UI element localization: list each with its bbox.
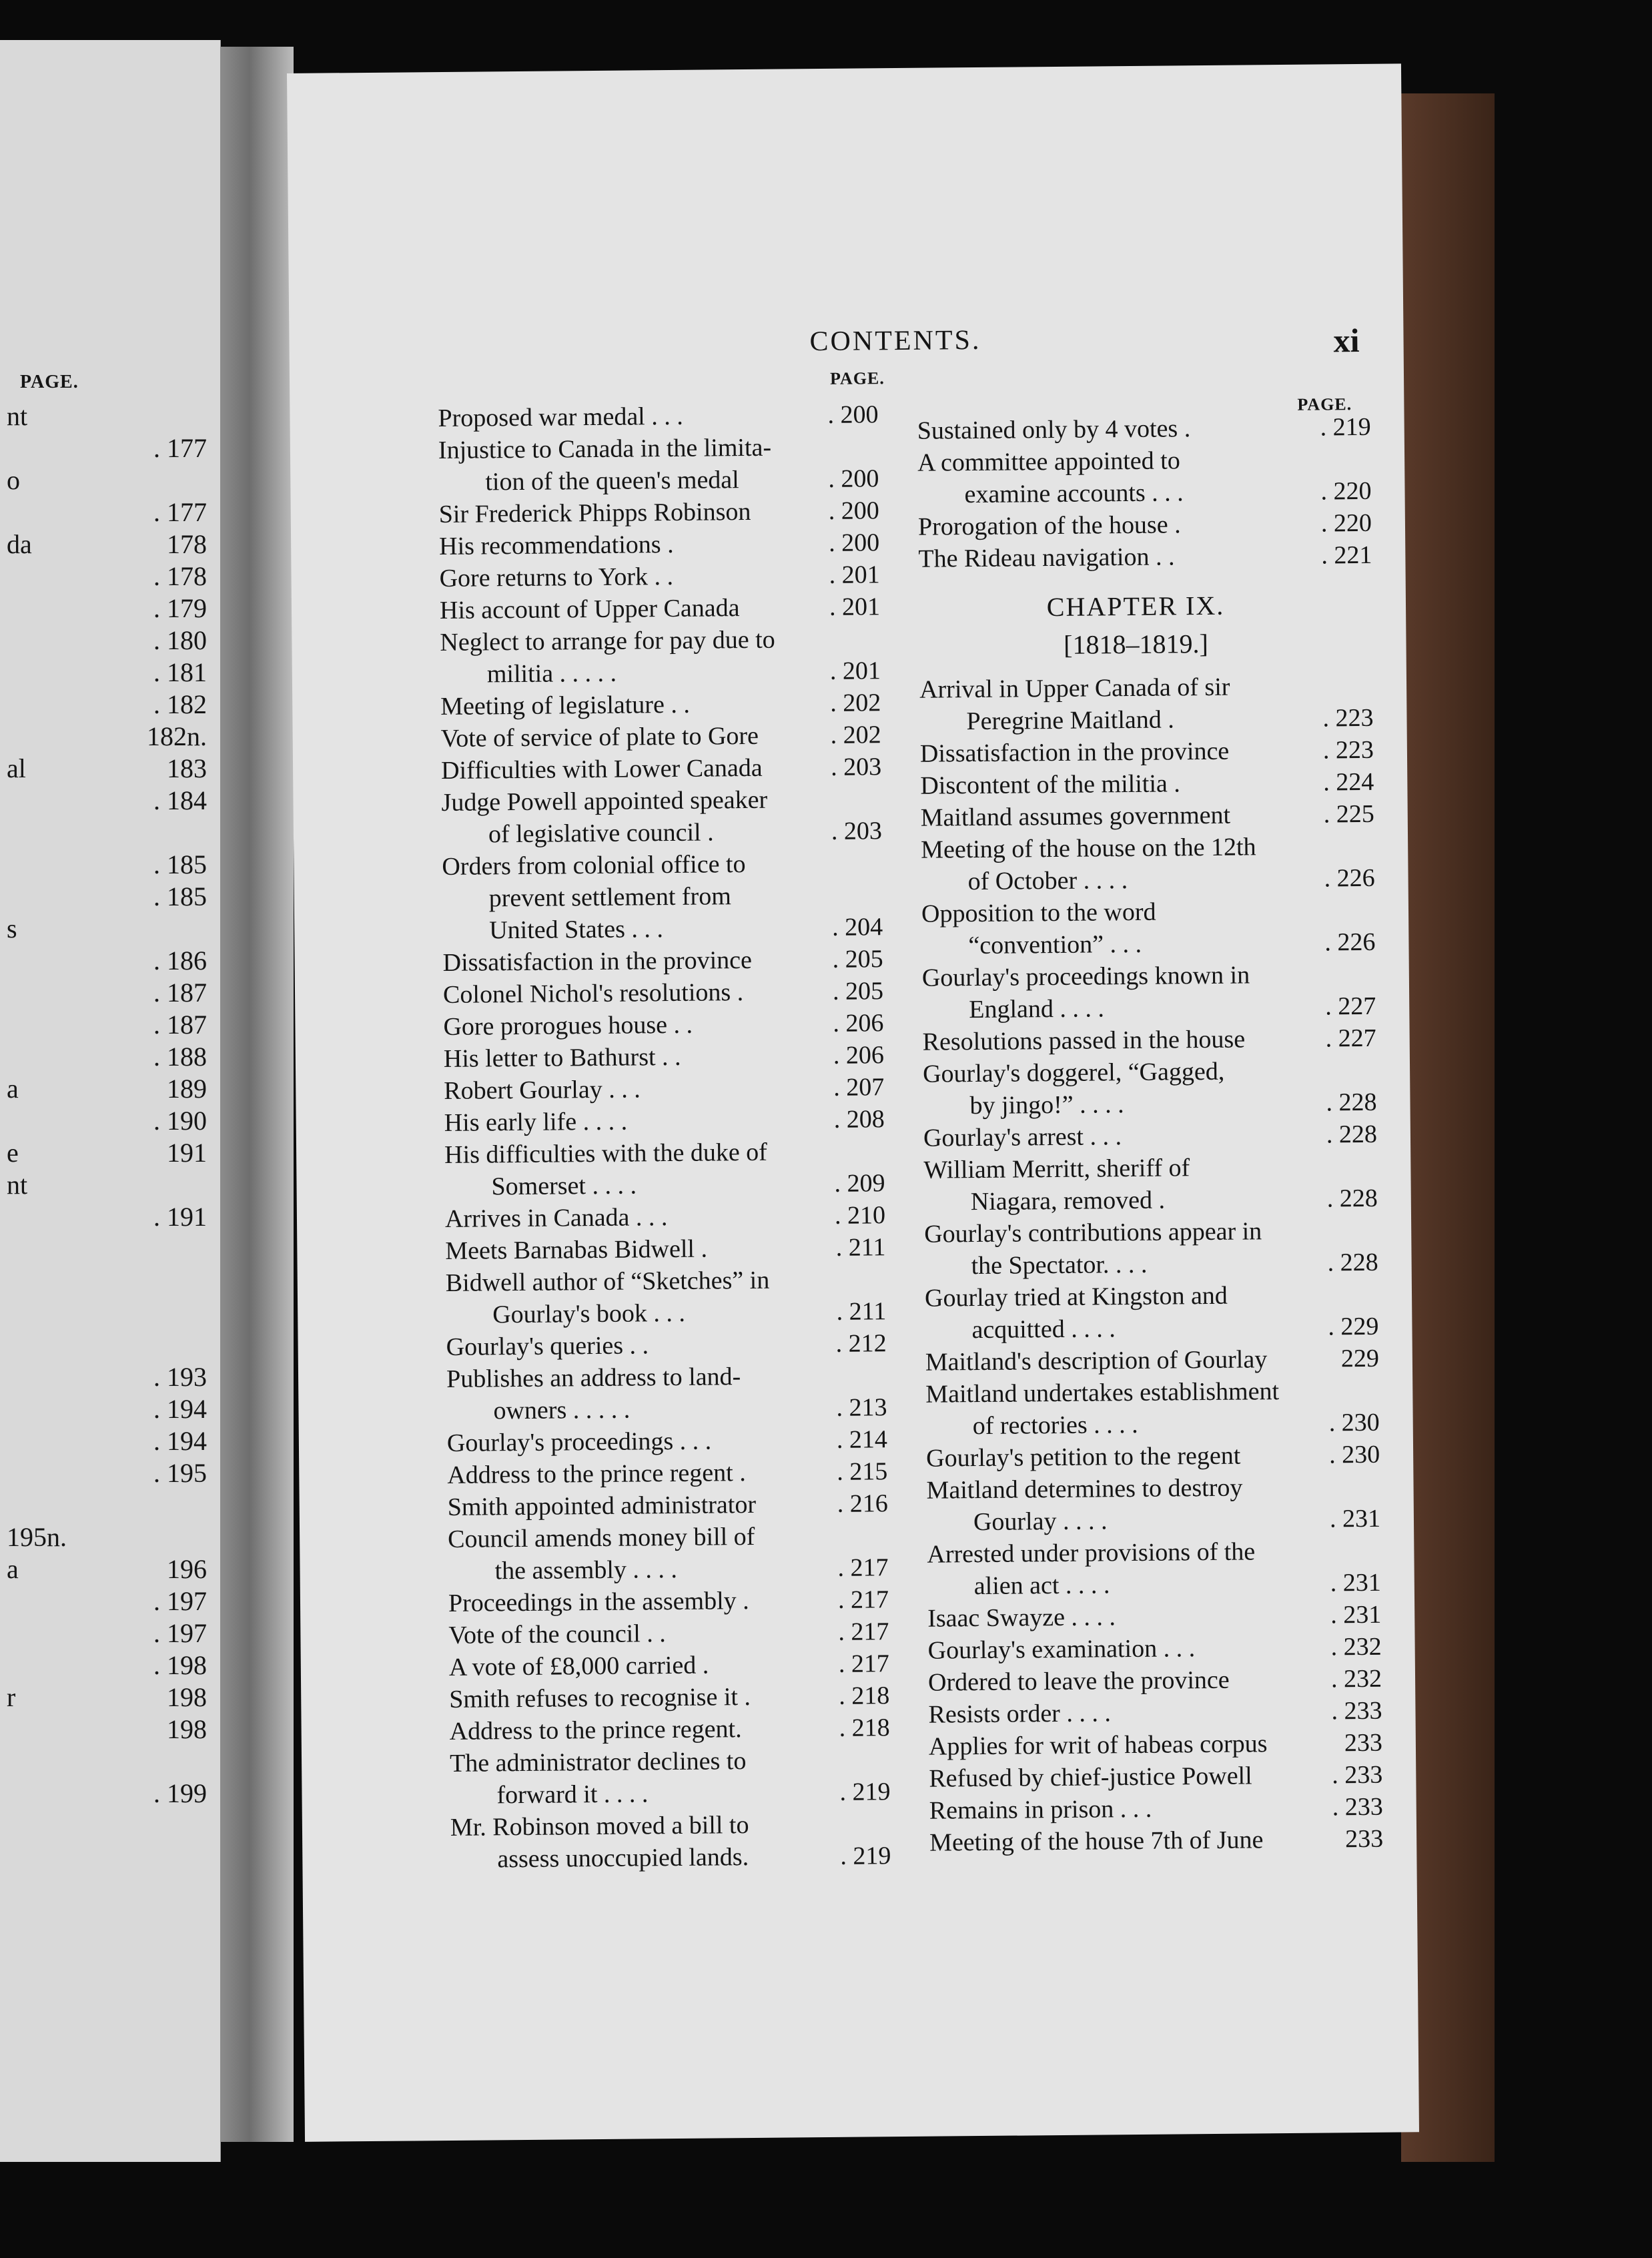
fragment-text: da (7, 529, 32, 559)
entry-title-line: Sustained only by 4 votes . (917, 414, 1191, 445)
entry-title-line: A vote of £8,000 carried . (448, 1651, 709, 1681)
contents-entry (438, 430, 879, 498)
entry-page-number: . 228 (1326, 1184, 1378, 1213)
chapter-title: CHAPTER IX. (1046, 590, 1225, 623)
entry-page-number: . 203 (831, 817, 883, 845)
entry-title-line: Discontent of the militia . (920, 769, 1180, 800)
contents-entry (444, 1135, 885, 1203)
entry-page-number: . 204 (832, 913, 883, 942)
contents-entry (445, 1231, 885, 1267)
entry-title-line: Ordered to leave the province (927, 1665, 1230, 1697)
entry-page-number: . 218 (839, 1681, 890, 1710)
entry-title-line: William Merritt, sheriff of (923, 1154, 1190, 1184)
contents-entry (439, 526, 879, 562)
contents-entry (927, 1599, 1381, 1635)
contents-entry (929, 1823, 1383, 1859)
contents-entry (921, 830, 1375, 898)
fragment-text: nt (7, 401, 28, 431)
contents-entry (448, 1487, 888, 1523)
fragment-page-number: . 199 (153, 1778, 207, 1808)
entry-title-line: by jingo!” . . . . (969, 1090, 1124, 1120)
entry-page-number: . 223 (1322, 735, 1374, 765)
contents-entry (929, 1791, 1383, 1827)
entry-page-number: . 227 (1325, 1024, 1376, 1053)
fragment-text: s (7, 913, 17, 944)
entry-page-number: . 231 (1330, 1600, 1382, 1629)
entry-page-number: . 211 (836, 1297, 887, 1326)
entry-title-line: assess unoccupied lands. (497, 1843, 749, 1874)
entry-page-number: . 226 (1324, 927, 1376, 957)
entry-title-line: His account of Upper Canada (439, 594, 740, 625)
entry-page-number: . 221 (1321, 540, 1372, 570)
entry-page-number: . 201 (829, 560, 880, 589)
entry-title-line: Meeting of legislature . . (440, 690, 691, 721)
contents-entry (442, 847, 883, 947)
entry-page-number: . 228 (1327, 1248, 1378, 1277)
fragment-page-number: . 184 (153, 785, 207, 815)
fragment-page-number: 189 (167, 1074, 207, 1104)
entry-title-line: prevent settlement from (488, 882, 731, 913)
contents-entry (440, 687, 881, 723)
entry-title-line: Injustice to Canada in the limita- (438, 433, 772, 465)
entry-title-line: Maitland's description of Gourlay (925, 1345, 1268, 1377)
entry-title-line: Arrested under provisions of the (927, 1537, 1256, 1569)
entry-title-line: England . . . . (969, 994, 1105, 1024)
entry-title-line: Gourlay's proceedings . . . (446, 1427, 712, 1457)
entry-title-line: Address to the prince regent. (449, 1715, 742, 1746)
fragment-text: nt (7, 1170, 28, 1200)
contents-entry (446, 1263, 887, 1331)
entry-title-line: Judge Powell appointed speaker (441, 785, 768, 817)
contents-entry (448, 1615, 889, 1651)
entry-page-number: . 217 (838, 1649, 890, 1678)
contents-entry (926, 1439, 1380, 1475)
entry-title-line: The Rideau navigation . . (918, 542, 1175, 573)
fragment-page-number: . 194 (153, 1394, 207, 1424)
contents-entry (442, 943, 883, 979)
entry-title-line: Gourlay's queries . . (446, 1331, 649, 1361)
entry-title-line: Applies for writ of habeas corpus (928, 1730, 1268, 1761)
contents-entry (449, 1679, 889, 1716)
entry-page-number: . 229 (1328, 1312, 1379, 1341)
contents-entry (927, 1535, 1381, 1603)
entry-page-number: 229 (1340, 1344, 1380, 1373)
entry-page-number: . 217 (837, 1585, 889, 1614)
contents-entry (917, 411, 1371, 447)
entry-page-number: . 212 (835, 1329, 887, 1358)
contents-entry (449, 1712, 889, 1748)
entry-title-line: Peregrine Maitland . (966, 705, 1174, 736)
entry-page-number: . 203 (830, 753, 882, 781)
entry-title-line: Meeting of the house 7th of June (929, 1826, 1264, 1857)
contents-entry (441, 783, 882, 851)
fragment-page-number: . 178 (153, 561, 207, 591)
entry-title-line: Remains in prison . . . (929, 1794, 1152, 1825)
fragment-page-number: . 187 (153, 978, 207, 1008)
entry-title-line: Neglect to arrange for pay due to (440, 625, 775, 657)
fragment-page-number: . 182 (153, 689, 207, 719)
fragment-text: al (7, 753, 26, 783)
fragment-page-number: 182n. (147, 721, 207, 751)
fragment-page-number: . 188 (153, 1042, 207, 1072)
entry-title-line: Vote of the council . . (448, 1619, 667, 1649)
entry-page-number: . 216 (837, 1489, 888, 1518)
right-column-bottom-entries (919, 670, 1383, 1859)
entry-page-number: . 232 (1330, 1664, 1382, 1694)
entry-page-number: . 209 (834, 1169, 885, 1198)
entry-title-line: Meets Barnabas Bidwell . (445, 1234, 708, 1265)
entry-page-number: . 231 (1329, 1504, 1381, 1533)
fragment-page-number: . 193 (153, 1362, 207, 1392)
right-column-top-entries (917, 411, 1372, 575)
chapter-years: [1818–1819.] (1063, 628, 1209, 660)
contents-entry (921, 894, 1376, 962)
entry-page-number: . 217 (837, 1553, 889, 1582)
contents-entry (918, 507, 1372, 543)
right-column-page-header: PAGE. (1297, 394, 1352, 414)
entry-page-number: . 218 (839, 1714, 890, 1742)
entry-title-line: His early life . . . . (444, 1107, 628, 1138)
entry-page-number: . 200 (828, 464, 879, 493)
contents-left-column (438, 398, 891, 1876)
contents-entry (450, 1744, 891, 1812)
fragment-text: a (7, 1554, 19, 1584)
contents-entry (926, 1471, 1380, 1539)
entry-page-number: . 200 (827, 400, 879, 429)
entry-title-line: Arrival in Upper Canada of sir (919, 673, 1230, 704)
fragment-page-number: . 186 (153, 946, 207, 976)
contents-entry (447, 1423, 887, 1459)
entry-title-line: Vote of service of plate to Gore (440, 721, 759, 753)
entry-page-number: . 220 (1320, 476, 1372, 506)
entry-title-line: Prorogation of the house . (917, 510, 1181, 541)
entry-page-number: . 201 (829, 657, 881, 685)
entry-page-number: . 227 (1325, 992, 1376, 1021)
contents-entry (444, 1071, 884, 1107)
contents-entry (448, 1583, 889, 1619)
entry-page-number: . 208 (833, 1105, 885, 1134)
fragment-text: o (7, 465, 20, 495)
contents-entry (444, 1039, 884, 1075)
entry-title-line: Proposed war medal . . . (438, 402, 683, 433)
entry-title-line: Council amends money bill of (447, 1522, 755, 1553)
entry-page-number: . 205 (832, 945, 883, 974)
fragment-page-number: 178 (167, 529, 207, 559)
entry-page-number: . 207 (833, 1073, 885, 1102)
entry-title-line: of October . . . . (967, 866, 1128, 896)
entry-page-number: . 230 (1328, 1408, 1380, 1437)
contents-entry (923, 1150, 1378, 1218)
entry-title-line: acquitted . . . . (971, 1314, 1116, 1345)
contents-entry (439, 558, 879, 595)
fragment-page-number: . 191 (153, 1202, 207, 1232)
entry-title-line: The administrator declines to (449, 1747, 747, 1778)
contents-entry (924, 1214, 1378, 1282)
entry-title-line: “convention” . . . (968, 929, 1142, 960)
fragment-page-number: 183 (167, 753, 207, 783)
contents-entry (929, 1727, 1382, 1763)
contents-entry (443, 1007, 883, 1043)
fragment-page-number: . 181 (153, 657, 207, 687)
entry-page-number: . 231 (1330, 1568, 1381, 1597)
contents-entry (450, 1808, 891, 1876)
entry-title-line: Somerset . . . . (491, 1171, 637, 1201)
entry-page-number: . 206 (833, 1041, 885, 1070)
entry-title-line: the assembly . . . . (494, 1555, 678, 1585)
entry-title-line: United States . . . (489, 915, 664, 945)
entry-title-line: Gourlay's arrest . . . (923, 1122, 1122, 1152)
left-column-page-header: PAGE. (829, 368, 885, 388)
entry-title-line: Gourlay's doggerel, “Gagged, (922, 1057, 1225, 1088)
entry-page-number: . 200 (828, 528, 880, 557)
entry-page-number: . 215 (837, 1457, 888, 1486)
fragment-page-number: . 190 (153, 1106, 207, 1136)
entry-title-line: Opposition to the word (921, 897, 1156, 928)
entry-page-number: . 225 (1323, 799, 1374, 829)
fragment-page-number: . 185 (153, 881, 207, 911)
fragment-page-number: . 197 (153, 1586, 207, 1616)
contents-entry (920, 734, 1374, 770)
right-page (287, 63, 1419, 2141)
entry-title-line: His difficulties with the duke of (444, 1138, 768, 1170)
entry-title-line: His recommendations . (439, 530, 674, 561)
entry-page-number: . 233 (1332, 1792, 1383, 1822)
contents-entry (440, 623, 881, 691)
entry-title-line: Sir Frederick Phipps Robinson (438, 497, 751, 529)
fragment-page-number: 198 (167, 1682, 207, 1712)
entry-title-line: Maitland determines to destroy (926, 1473, 1243, 1505)
entry-title-line: Smith refuses to recognise it . (449, 1683, 751, 1714)
fragment-text: 195n. (7, 1522, 67, 1552)
entry-page-number: . 219 (839, 1778, 891, 1806)
contents-entry (918, 539, 1372, 575)
entry-title-line: Dissatisfaction in the province (919, 737, 1230, 768)
entry-title-line: Publishes an address to land- (446, 1363, 741, 1393)
fragment-page-number: . 177 (153, 497, 207, 527)
entry-title-line: Difficulties with Lower Canada (440, 753, 763, 785)
fragment-page-number: . 195 (153, 1458, 207, 1488)
entry-title-line: A committee appointed to (917, 446, 1180, 477)
contents-entry (446, 1327, 886, 1363)
contents-entry (927, 1631, 1381, 1667)
entry-page-number: . 224 (1323, 767, 1374, 797)
entry-page-number: . 205 (832, 977, 884, 1006)
entry-title-line: Gourlay's proceedings known in (921, 961, 1250, 992)
contents-entry (923, 1118, 1377, 1154)
entry-title-line: His letter to Bathurst . . (443, 1042, 681, 1074)
fragment-page-number: . 194 (153, 1426, 207, 1456)
contents-entry (440, 591, 880, 627)
fragment-page-number: . 177 (153, 433, 207, 463)
contents-entry (438, 398, 878, 434)
entry-page-number: . 233 (1331, 1696, 1382, 1726)
entry-title-line: Smith appointed administrator (447, 1490, 757, 1521)
fragment-page-number: 191 (167, 1138, 207, 1168)
entry-title-line: militia . . . . . (486, 659, 617, 689)
entry-title-line: Address to the prince regent . (447, 1459, 746, 1489)
entry-title-line: tion of the queen's medal (485, 466, 739, 496)
entry-title-line: Mr. Robinson moved a bill to (450, 1811, 749, 1842)
entry-page-number: . 210 (834, 1201, 886, 1230)
entry-title-line: Gourlay's examination . . . (927, 1634, 1196, 1665)
contents-entry (439, 494, 879, 530)
entry-page-number: . 233 (1332, 1760, 1383, 1790)
contents-entry (922, 958, 1376, 1026)
fragment-text: a (7, 1074, 19, 1104)
entry-page-number: . 214 (836, 1425, 888, 1454)
contents-entry (448, 1519, 889, 1587)
fragment-page-number: . 179 (153, 593, 207, 623)
contents-entry (929, 1759, 1382, 1795)
entry-title-line: Orders from colonial office to (442, 850, 746, 881)
entry-page-number: . 228 (1326, 1120, 1378, 1149)
contents-entry (919, 670, 1374, 738)
contents-entry (449, 1647, 889, 1683)
fragment-page-number: . 198 (153, 1650, 207, 1680)
entry-title-line: Niagara, removed . (970, 1186, 1166, 1216)
entry-page-number: . 211 (835, 1233, 886, 1262)
entry-page-number: . 200 (828, 496, 879, 525)
entry-title-line: of rectories . . . . (972, 1410, 1138, 1441)
contents-entry (920, 766, 1374, 802)
entry-title-line: Isaac Swayze . . . . (927, 1603, 1116, 1633)
fragment-page-number: . 180 (153, 625, 207, 655)
entry-title-line: Gourlay's contributions appear in (924, 1217, 1262, 1248)
contents-entry (446, 1359, 887, 1427)
entry-title-line: Gourlay's petition to the regent (925, 1441, 1241, 1473)
contents-entry (441, 751, 881, 787)
entry-page-number: . 213 (836, 1393, 887, 1422)
contents-entry (445, 1199, 885, 1235)
entry-title-line: Resists order . . . . (928, 1699, 1112, 1729)
entry-page-number: . 206 (833, 1009, 884, 1038)
entry-title-line: Colonel Nichol's resolutions . (442, 978, 744, 1010)
left-page-header: PAGE. (20, 372, 79, 392)
entry-page-number: . 230 (1328, 1440, 1380, 1469)
running-head: CONTENTS. (809, 324, 981, 358)
entry-page-number: . 228 (1326, 1088, 1377, 1117)
entry-title-line: Meeting of the house on the 12th (921, 833, 1256, 864)
entry-title-line: Gourlay tried at Kingston and (924, 1281, 1228, 1312)
fragment-page-number: . 187 (153, 1010, 207, 1040)
entry-title-line: Gore prorogues house . . (443, 1010, 693, 1042)
contents-entry (917, 443, 1372, 511)
entry-title-line: Refused by chief-justice Powell (929, 1762, 1252, 1793)
entry-title-line: Gourlay . . . . (973, 1507, 1108, 1537)
entry-title-line: of legislative council . (488, 818, 714, 849)
contents-entry (443, 975, 883, 1011)
entry-page-number: 233 (1344, 1728, 1383, 1758)
fragment-text: e (7, 1138, 19, 1168)
entry-title-line: Dissatisfaction in the province (442, 946, 753, 978)
entry-title-line: forward it . . . . (496, 1780, 649, 1810)
entry-title-line: Gore returns to York . . (439, 562, 674, 593)
entry-page-number: . 217 (838, 1617, 889, 1646)
entry-title-line: Bidwell author of “Sketches” in (445, 1266, 770, 1297)
contents-entry (447, 1455, 887, 1491)
entry-page-number: 233 (1344, 1824, 1384, 1854)
contents-right-column (917, 411, 1384, 1859)
folio: xi (1333, 321, 1360, 360)
entry-title-line: Maitland assumes government (920, 801, 1231, 832)
entry-title-line: alien act . . . . (973, 1571, 1110, 1601)
contents-entry (925, 1278, 1379, 1347)
entry-page-number: . 202 (830, 689, 881, 717)
entry-page-number: . 226 (1324, 863, 1375, 893)
left-page (0, 40, 221, 2162)
contents-entry (444, 1103, 885, 1139)
entry-title-line: Gourlay's book . . . (492, 1298, 686, 1329)
contents-entry (921, 798, 1374, 834)
entry-title-line: the Spectator. . . . (971, 1250, 1148, 1280)
fragment-page-number: . 185 (153, 849, 207, 879)
contents-entry (440, 719, 881, 755)
fragment-text: r (7, 1682, 16, 1712)
entry-title-line: Resolutions passed in the house (922, 1025, 1246, 1056)
entry-page-number: . 219 (840, 1842, 891, 1870)
contents-entry (923, 1054, 1377, 1122)
contents-entry (928, 1695, 1382, 1731)
entry-title-line: Robert Gourlay . . . (444, 1075, 641, 1106)
contents-entry (922, 1022, 1376, 1058)
entry-title-line: owners . . . . . (493, 1395, 631, 1425)
fragment-page-number: 198 (167, 1714, 207, 1744)
entry-title-line: Maitland undertakes establishment (925, 1377, 1280, 1409)
entry-page-number: . 220 (1320, 508, 1372, 538)
entry-title-line: Proceedings in the assembly . (448, 1587, 749, 1617)
entry-page-number: . 201 (829, 593, 881, 621)
entry-title-line: examine accounts . . . (964, 478, 1184, 509)
contents-entry (925, 1375, 1380, 1443)
entry-page-number: . 223 (1322, 703, 1374, 733)
entry-page-number: . 202 (830, 721, 881, 749)
entry-page-number: . 219 (1320, 412, 1371, 442)
book-gutter (220, 47, 294, 2142)
fragment-page-number: 196 (167, 1554, 207, 1584)
fragment-page-number: . 197 (153, 1618, 207, 1648)
entry-title-line: Arrives in Canada . . . (444, 1203, 668, 1233)
contents-entry (925, 1343, 1379, 1379)
contents-entry (928, 1663, 1382, 1699)
entry-page-number: . 232 (1330, 1632, 1382, 1661)
